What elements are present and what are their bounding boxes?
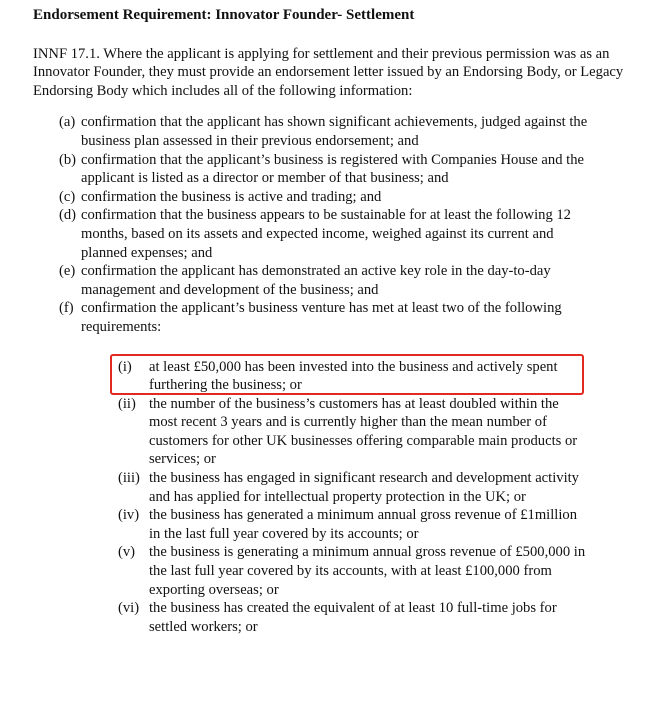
item-text: the business is generating a minimum annual gross revenue of £500,000 in the last full year covered by its accounts, with at least £100,000 from exporting overseas; or xyxy=(149,544,586,598)
list-item xyxy=(59,206,595,262)
item-label: (iv) xyxy=(118,507,140,524)
item-text: confirmation the applicant has demonstrated an active key role in the day-to-day management and development of the business; and xyxy=(81,263,551,298)
list-item xyxy=(59,151,595,188)
item-text: the number of the business’s customers has at least doubled within the most recent 3 years and is currently higher than the mean number of customers for other UK businesses offering comparable main products or services; or xyxy=(149,395,578,468)
item-label: (i) xyxy=(118,358,132,375)
item-label: (d) xyxy=(59,207,77,224)
item-text: the business has engaged in significant research and development activity and has applied for intellectual property protection in the UK; or xyxy=(149,470,579,505)
item-label: (v) xyxy=(118,544,136,561)
item-label: (a) xyxy=(59,114,76,131)
list-item xyxy=(118,395,588,469)
item-text: confirmation the business is active and trading; and xyxy=(81,188,382,205)
page-title: Endorsement Requirement: Innovator Founder- Settlement xyxy=(33,7,415,23)
list-item xyxy=(59,113,595,150)
item-text: confirmation that the applicant has shown significant achievements, judged against the business plan assessed in their previous endorsement; and xyxy=(81,114,588,149)
item-text: at least £50,000 has been invested into the business and actively spent furthering the business; or xyxy=(149,358,558,394)
item-label: (vi) xyxy=(118,600,140,617)
item-label: (e) xyxy=(59,263,76,280)
item-text: the business has created the equivalent of at least 10 full-time jobs for settled workers; or xyxy=(149,600,557,635)
list-item-highlighted xyxy=(118,358,588,395)
list-item xyxy=(59,299,595,336)
item-label: (b) xyxy=(59,151,77,168)
item-text: confirmation the applicant’s business venture has met at least two of the following requirements: xyxy=(81,300,562,335)
list-item xyxy=(118,599,588,636)
list-item xyxy=(118,543,588,599)
conditions-list xyxy=(59,113,595,336)
item-label: (ii) xyxy=(118,395,136,412)
list-item xyxy=(59,262,595,299)
list-item xyxy=(118,469,588,506)
item-label: (iii) xyxy=(118,470,140,487)
item-label: (c) xyxy=(59,188,76,205)
document-page xyxy=(33,6,633,636)
requirements-list xyxy=(118,358,588,637)
item-text: the business has generated a minimum annual gross revenue of £1million in the last full year covered by its accounts; or xyxy=(149,507,577,542)
list-item xyxy=(59,188,595,207)
item-label: (f) xyxy=(59,300,74,317)
item-text: confirmation that the business appears to be sustainable for at least the following 12 months, based on its assets and expected income, weighed against its current and planned expenses; and xyxy=(81,207,571,261)
list-item xyxy=(118,506,588,543)
item-text: confirmation that the applicant’s business is registered with Companies House and the applicant is listed as a director or member of that business; and xyxy=(81,151,584,187)
intro-paragraph: INNF 17.1. Where the applicant is applying for settlement and their previous permission was as an Innovator Founder, they must provide an endorsement letter issued by an Endorsing Body, or Legacy Endorsing Body which includes all of the following information: xyxy=(33,45,624,99)
